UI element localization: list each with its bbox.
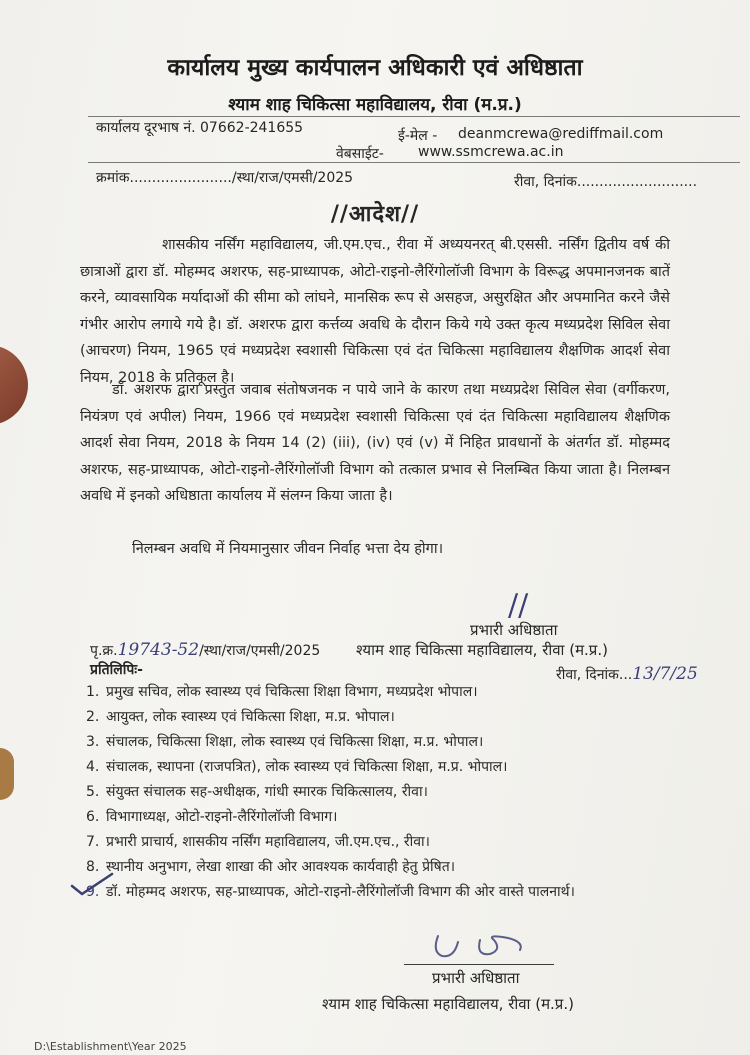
file-path: D:\Establishment\Year 2025 bbox=[34, 1040, 187, 1053]
recipient-item: 4. संचालक, स्थापना (राजपत्रित), लोक स्वास्थ्य एवं चिकित्सा शिक्षा, म.प्र. भोपाल। bbox=[86, 759, 508, 775]
recipient-item: 1. प्रमुख सचिव, लोक स्वास्थ्य एवं चिकित्सा शिक्षा विभाग, मध्यप्रदेश भोपाल। bbox=[86, 684, 478, 700]
order-paragraph-1: शासकीय नर्सिंग महाविद्यालय, जी.एम.एच., रीवा में अध्ययनरत् बी.एससी. नर्सिंग द्वितीय वर्ष की छात्राओं द्वारा डॉ. मोहम्मद अशरफ, सह-प्राध्यापक, ओटो-राइनो-लैरिंगोलॉजी विभाग के विरूद्ध अपमानजनक बातें करने, व्यावसायिक मर्यादाओं की सीमा को लांघने, मानसिक रूप से असहज, असुरक्षित और अपमानित करने जैसे गंभीर आरोप लगाये गये है। डॉ. अशरफ द्वारा कर्त्तव्य अवधि के दौरान किये गये उक्त कृत्य मध्यप्रदेश सिविल सेवा (आचरण) नियम, 1965 एवं मध्यप्रदेश स्वशासी चिकित्सा एवं दंत चिकित्सा महाविद्यालय शैक्षणिक आदर्श सेवा नियम, 2018 के प्रतिकूल है। bbox=[80, 237, 670, 386]
place-date: रीवा, दिनांक........................... bbox=[514, 174, 698, 190]
website-url: www.ssmcrewa.ac.in bbox=[418, 144, 564, 160]
recipient-list bbox=[78, 680, 678, 905]
endorsement-date-label: रीवा, दिनांक... bbox=[556, 667, 633, 683]
thumb-overlay bbox=[0, 345, 28, 425]
recipient-item: 8. स्थानीय अनुभाग, लेखा शाखा की ओर आवश्यक कार्यवाही हेतु प्रेषित। bbox=[86, 859, 456, 875]
website-label: वेबसाईट- bbox=[336, 146, 384, 162]
endorsement-ref bbox=[90, 640, 320, 660]
coin-overlay bbox=[0, 748, 14, 800]
ref-number: क्रमांक......................./स्था/राज/एमसी/2025 bbox=[96, 170, 354, 186]
signature-scribble bbox=[428, 922, 548, 964]
office-phone: कार्यालय दूरभाष नं. 07662-241655 bbox=[96, 120, 304, 136]
signature-line bbox=[404, 964, 554, 965]
signature2-college: श्याम शाह चिकित्सा महाविद्यालय, रीवा (म.प्र.) bbox=[322, 995, 574, 1013]
endorsement-date-value: 13/7/25 bbox=[632, 664, 698, 684]
order-heading: //आदेश// bbox=[330, 202, 420, 227]
recipient-item: 3. संचालक, चिकित्सा शिक्षा, लोक स्वास्थ्य एवं चिकित्सा शिक्षा, म.प्र. भोपाल। bbox=[86, 734, 484, 750]
recipient-item: 6. विभागाध्यक्ष, ओटो-राइनो-लैरिंगोलॉजी विभाग। bbox=[86, 809, 338, 825]
endorsement-ref-number: 19743-52 bbox=[117, 640, 200, 660]
recipient-item: 9. डॉ. मोहम्मद अशरफ, सह-प्राध्यापक, ओटो-राइनो-लैरिंगोलॉजी विभाग की ओर वास्ते पालनार्थ। bbox=[86, 884, 575, 900]
recipient-item: 2. आयुक्त, लोक स्वास्थ्य एवं चिकित्सा शिक्षा, म.प्र. भोपाल। bbox=[86, 709, 395, 725]
email-address: deanmcrewa@rediffmail.com bbox=[458, 126, 664, 142]
header-rule-2 bbox=[88, 162, 740, 163]
email-label: ई-मेल - bbox=[398, 128, 438, 144]
header-rule-1 bbox=[88, 116, 740, 117]
recipient-item: 7. प्रभारी प्राचार्य, शासकीय नर्सिंग महाविद्यालय, जी.एम.एच., रीवा। bbox=[86, 834, 430, 850]
order-paragraph-2: डॉ. अशरफ द्वारा प्रस्तुत जवाब संतोषजनक न पाये जाने के कारण तथा मध्यप्रदेश सिविल सेवा (वर्गीकरण, नियंत्रण एवं अपील) नियम, 1966 एवं मध्यप्रदेश स्वशासी चिकित्सा एवं दंत चिकित्सा महाविद्यालय शैक्षणिक आदर्श सेवा नियम, 2018 के नियम 14 (2) (iii), (iv) एवं (v) में निहित प्रावधानों के अंतर्गत डॉ. मोहम्मद अशरफ, सह-प्राध्यापक, ओटो-राइनो-लैरिंगोलॉजी विभाग को तत्काल प्रभाव से निलम्बित किया जाता है। निलम्बन अवधि में इनको अधिष्ठाता कार्यालय में संलग्न किया जाता है। bbox=[80, 382, 670, 504]
signature1-college: श्याम शाह चिकित्सा महाविद्यालय, रीवा (म.प्र.) bbox=[356, 641, 608, 659]
signature-mark-1: // bbox=[508, 588, 529, 623]
recipient-item: 5. संयुक्त संचालक सह-अधीक्षक, गांधी स्मारक चिकित्सालय, रीवा। bbox=[86, 784, 428, 800]
signature1-designation: प्रभारी अधिष्ठाता bbox=[470, 621, 558, 639]
copy-to-label: प्रतिलिपिः- bbox=[90, 662, 143, 678]
checkmark-icon bbox=[70, 872, 114, 896]
order-paragraph-3: निलम्बन अवधि में नियमानुसार जीवन निर्वाह भत्ता देय होगा। bbox=[132, 541, 444, 557]
signature2-designation: प्रभारी अधिष्ठाता bbox=[432, 969, 520, 987]
endorsement-ref-suffix: /स्था/राज/एमसी/2025 bbox=[199, 643, 321, 659]
office-title: कार्यालय मुख्य कार्यपालन अधिकारी एवं अधिष्ठाता bbox=[167, 55, 583, 81]
endorsement-ref-prefix: पृ.क्र. bbox=[90, 643, 118, 659]
college-name: श्याम शाह चिकित्सा महाविद्यालय, रीवा (म.प्र.) bbox=[228, 95, 522, 115]
